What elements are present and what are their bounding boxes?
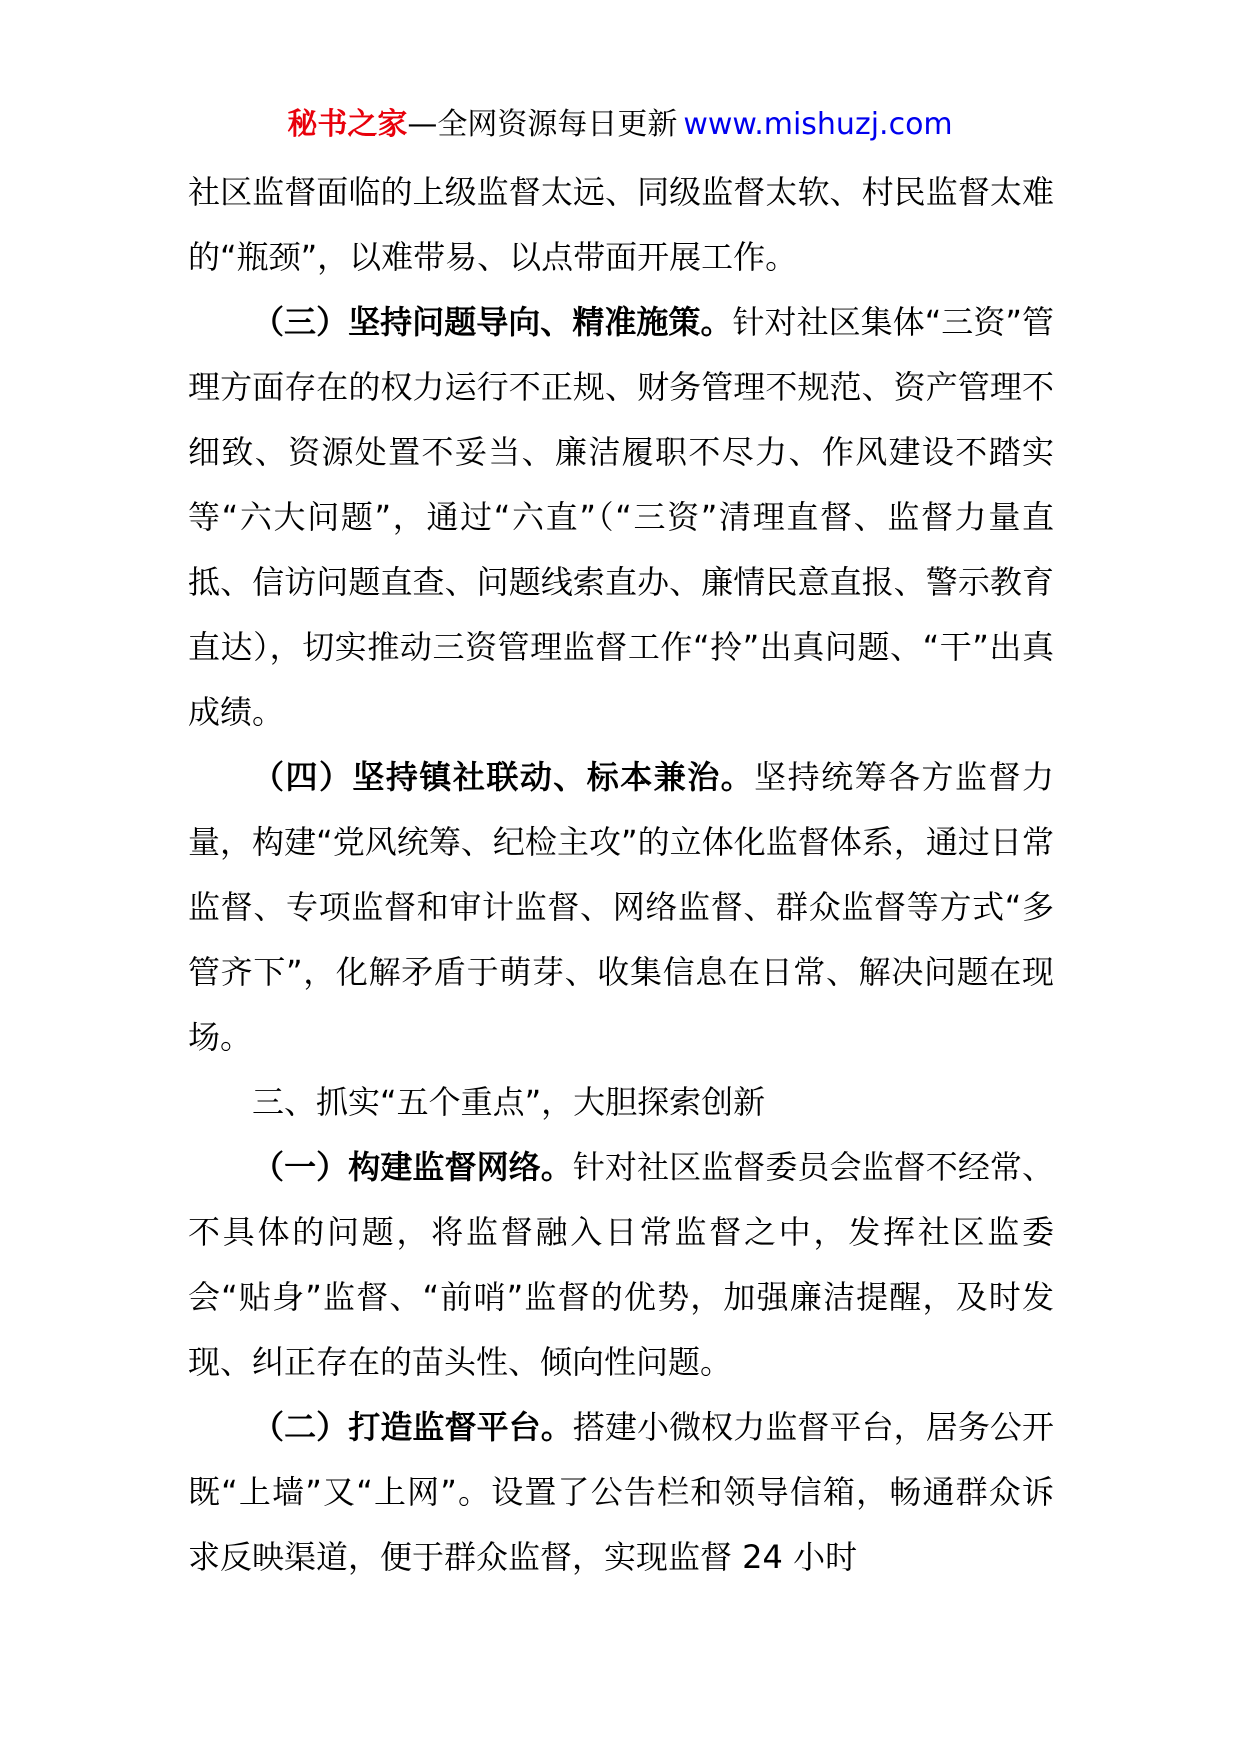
- paragraph-heading: （四）坚持镇社联动、标本兼治。: [252, 758, 755, 796]
- site-url-link[interactable]: www.mishuzj.com: [683, 107, 953, 142]
- document-body: [188, 160, 1054, 1590]
- brand-name: 秘书之家: [287, 107, 408, 142]
- paragraph-text: 针对社区集体“三资”管理方面存在的权力运行不正规、财务管理不规范、资产管理不细致、资源处置不妥当、廉洁履职不尽力、作风建设不踏实等“六大问题”，通过“六直”（“三资”清理直督、监督力量直抵、信访问题直查、问题线索直办、廉情民意直报、警示教育直达），切实推动三资管理监督工作“拎”出真问题、“干”出真成绩。: [188, 303, 1054, 731]
- paragraph-text: 坚持统筹各方监督力量，构建“党风统筹、纪检主攻”的立体化监督体系，通过日常监督、专项监督和审计监督、网络监督、群众监督等方式“多管齐下”，化解矛盾于萌芽、收集信息在日常、解决问题在现场。: [188, 758, 1054, 1056]
- paragraph-heading: （一）构建监督网络。: [252, 1148, 573, 1186]
- paragraph-text: 社区监督面临的上级监督太远、同级监督太软、村民监督太难的“瓶颈”，以难带易、以点带面开展工作。: [188, 173, 1054, 276]
- paragraph-text: 针对社区监督委员会监督不经常、不具体的问题，将监督融入日常监督之中，发挥社区监委会“贴身”监督、“前哨”监督的优势，加强廉洁提醒，及时发现、纠正存在的苗头性、倾向性问题。: [188, 1148, 1054, 1381]
- paragraph-text: 搭建小微权力监督平台，居务公开既“上墙”又“上网”。设置了公告栏和领导信箱，畅通群众诉求反映渠道，便于群众监督，实现监督 24 小时: [188, 1408, 1054, 1576]
- paragraph-continued: [188, 160, 1054, 290]
- section-title: [188, 1070, 1054, 1135]
- section-title-text: 三、抓实“五个重点”，大胆探索创新: [252, 1083, 766, 1121]
- page-header: [0, 100, 1240, 150]
- paragraph-section-4: [188, 745, 1054, 1070]
- header-slogan: —全网资源每日更新: [407, 107, 678, 142]
- paragraph-section-3: [188, 290, 1054, 745]
- paragraph-heading: （三）坚持问题导向、精准施策。: [252, 303, 733, 341]
- paragraph-item-1: [188, 1135, 1054, 1395]
- paragraph-heading: （二）打造监督平台。: [252, 1408, 573, 1446]
- paragraph-item-2: [188, 1395, 1054, 1590]
